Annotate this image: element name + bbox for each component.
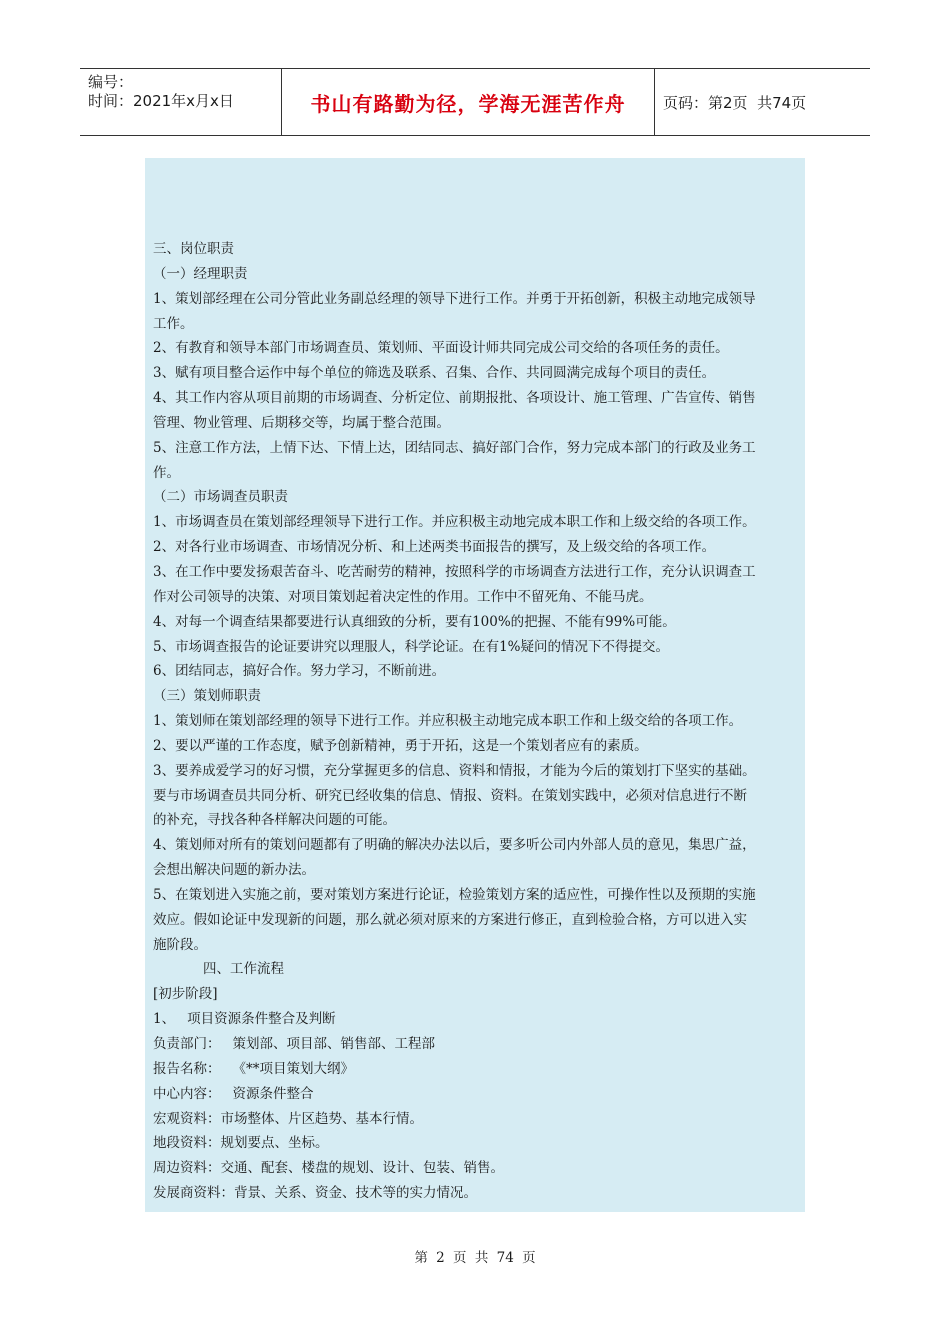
body-line: 3、赋有项目整合运作中每个单位的筛选及联系、召集、合作、共同圆满完成每个项目的责任。 bbox=[153, 365, 716, 382]
body-line: 2、对各行业市场调查、市场情况分析、和上述两类书面报告的撰写，及上级交给的各项工作。 bbox=[153, 539, 716, 556]
body-line: 1、策划师在策划部经理的领导下进行工作。并应积极主动地完成本职工作和上级交给的各项工作。 bbox=[153, 713, 743, 730]
body-line: 1、策划部经理在公司分管此业务副总经理的领导下进行工作。并勇于开拓创新，积极主动地完成领导 bbox=[153, 290, 756, 307]
body-line: 6、团结同志，搞好合作。努力学习，不断前进。 bbox=[153, 663, 446, 680]
detail-line: 宏观资料：市场整体、片区趋势、基本行情。 bbox=[153, 1110, 423, 1127]
body-line: 要与市场调查员共同分析、研究已经收集的信息、情报、资料。在策划实践中，必须对信息进行不断 bbox=[153, 787, 747, 804]
header-motto-cell bbox=[282, 69, 655, 135]
workflow-item-1 bbox=[153, 1007, 797, 1032]
body-line: 5、市场调查报告的论证要讲究以理服人，科学论证。在有1%疑问的情况下不得提交。 bbox=[153, 638, 670, 655]
page-footer: 第 2 页 共 74 页 bbox=[414, 1250, 536, 1266]
field-line bbox=[153, 1057, 797, 1082]
body-line: 4、其工作内容从项目前期的市场调查、分析定位、前期报批、各项设计、施工管理、广告宣传、销售 bbox=[153, 390, 756, 407]
workflow-item-title: 项目资源条件整合及判断 bbox=[187, 1011, 336, 1028]
body-line: 4、策划师对所有的策划问题都有了明确的解决办法以后，要多听公司内外部人员的意见，集思广益， bbox=[153, 837, 756, 854]
field-value: 资源条件整合 bbox=[232, 1085, 314, 1102]
body-line: 的补充，寻找各种各样解决问题的可能。 bbox=[153, 812, 396, 829]
body-line: （一）经理职责 bbox=[153, 265, 248, 282]
body-line: 4、对每一个调查结果都要进行认真细致的分析，要有100%的把握、不能有99%可能。 bbox=[153, 613, 676, 630]
workflow-item-number: 1、 bbox=[153, 1011, 176, 1028]
field-value: 《**项目策划大纲》 bbox=[232, 1060, 354, 1077]
section-title-workflow: 四、工作流程 bbox=[203, 961, 284, 978]
body-line: 作。 bbox=[153, 464, 180, 481]
body-line: 工作。 bbox=[153, 315, 194, 332]
field-line bbox=[153, 1032, 797, 1057]
field-label: 中心内容： bbox=[153, 1085, 221, 1102]
detail-line: 地段资料：规划要点、坐标。 bbox=[153, 1135, 329, 1152]
workflow-details bbox=[153, 1107, 797, 1206]
body-line: （三）策划师职责 bbox=[153, 688, 261, 705]
body-line: 3、在工作中要发扬艰苦奋斗、吃苦耐劳的精神，按照科学的市场调查方法进行工作，充分认识调查工 bbox=[153, 563, 756, 580]
body-line: 2、要以严谨的工作态度，赋予创新精神，勇于开拓，这是一个策划者应有的素质。 bbox=[153, 737, 648, 754]
header-motto: 书山有路勤为径，学海无涯苦作舟 bbox=[310, 91, 626, 116]
body-line: 管理、物业管理、后期移交等，均属于整合范围。 bbox=[153, 414, 450, 431]
body-line: 1、市场调查员在策划部经理领导下进行工作。并应积极主动地完成本职工作和上级交给的各项工作。 bbox=[153, 514, 756, 531]
field-value: 策划部、项目部、销售部、工程部 bbox=[232, 1036, 435, 1052]
header-meta bbox=[80, 69, 282, 135]
body-line: 3、要养成爱学习的好习惯，充分掌握更多的信息、资料和情报，才能为今后的策划打下坚实的基础。 bbox=[153, 762, 756, 779]
body-line: 作对公司领导的决策、对项目策划起着决定性的作用。工作中不留死角、不能马虎。 bbox=[153, 588, 653, 605]
body-line: 施阶段。 bbox=[153, 936, 207, 953]
document-number-label: 编号： bbox=[88, 73, 134, 91]
document-time-label: 时间：2021年x月x日 bbox=[88, 92, 234, 110]
body-line: 5、在策划进入实施之前，要对策划方案进行论证，检验策划方案的适应性，可操作性以及预期的实施 bbox=[153, 886, 756, 903]
header-page-number: 页码：第2页 共74页 bbox=[663, 93, 807, 112]
body-line: 效应。假如论证中发现新的问题，那么就必须对原来的方案进行修正，直到检验合格，方可以进入实 bbox=[153, 911, 747, 928]
header-page-cell bbox=[655, 69, 870, 135]
body-line: （二）市场调查员职责 bbox=[153, 489, 288, 506]
field-label: 负责部门： bbox=[153, 1036, 221, 1052]
content-box bbox=[145, 158, 805, 1212]
stage-label: [初步阶段] bbox=[153, 986, 218, 1003]
body-line: 三、岗位职责 bbox=[153, 241, 234, 257]
field-label: 报告名称： bbox=[153, 1060, 221, 1077]
body-line: 会想出解决问题的新办法。 bbox=[153, 862, 315, 879]
body-line: 2、有教育和领导本部门市场调查员、策划师、平面设计师共同完成公司交给的各项任务的责任。 bbox=[153, 340, 729, 357]
detail-line: 周边资料：交通、配套、楼盘的规划、设计、包装、销售。 bbox=[153, 1160, 504, 1177]
page-header bbox=[80, 68, 870, 136]
field-line bbox=[153, 1082, 797, 1107]
workflow-fields bbox=[153, 1032, 797, 1107]
body-text bbox=[153, 237, 797, 957]
body-line: 5、注意工作方法，上情下达、下情上达，团结同志、搞好部门合作，努力完成本部门的行政及业务工 bbox=[153, 439, 756, 456]
detail-line: 发展商资料：背景、关系、资金、技术等的实力情况。 bbox=[153, 1185, 477, 1202]
